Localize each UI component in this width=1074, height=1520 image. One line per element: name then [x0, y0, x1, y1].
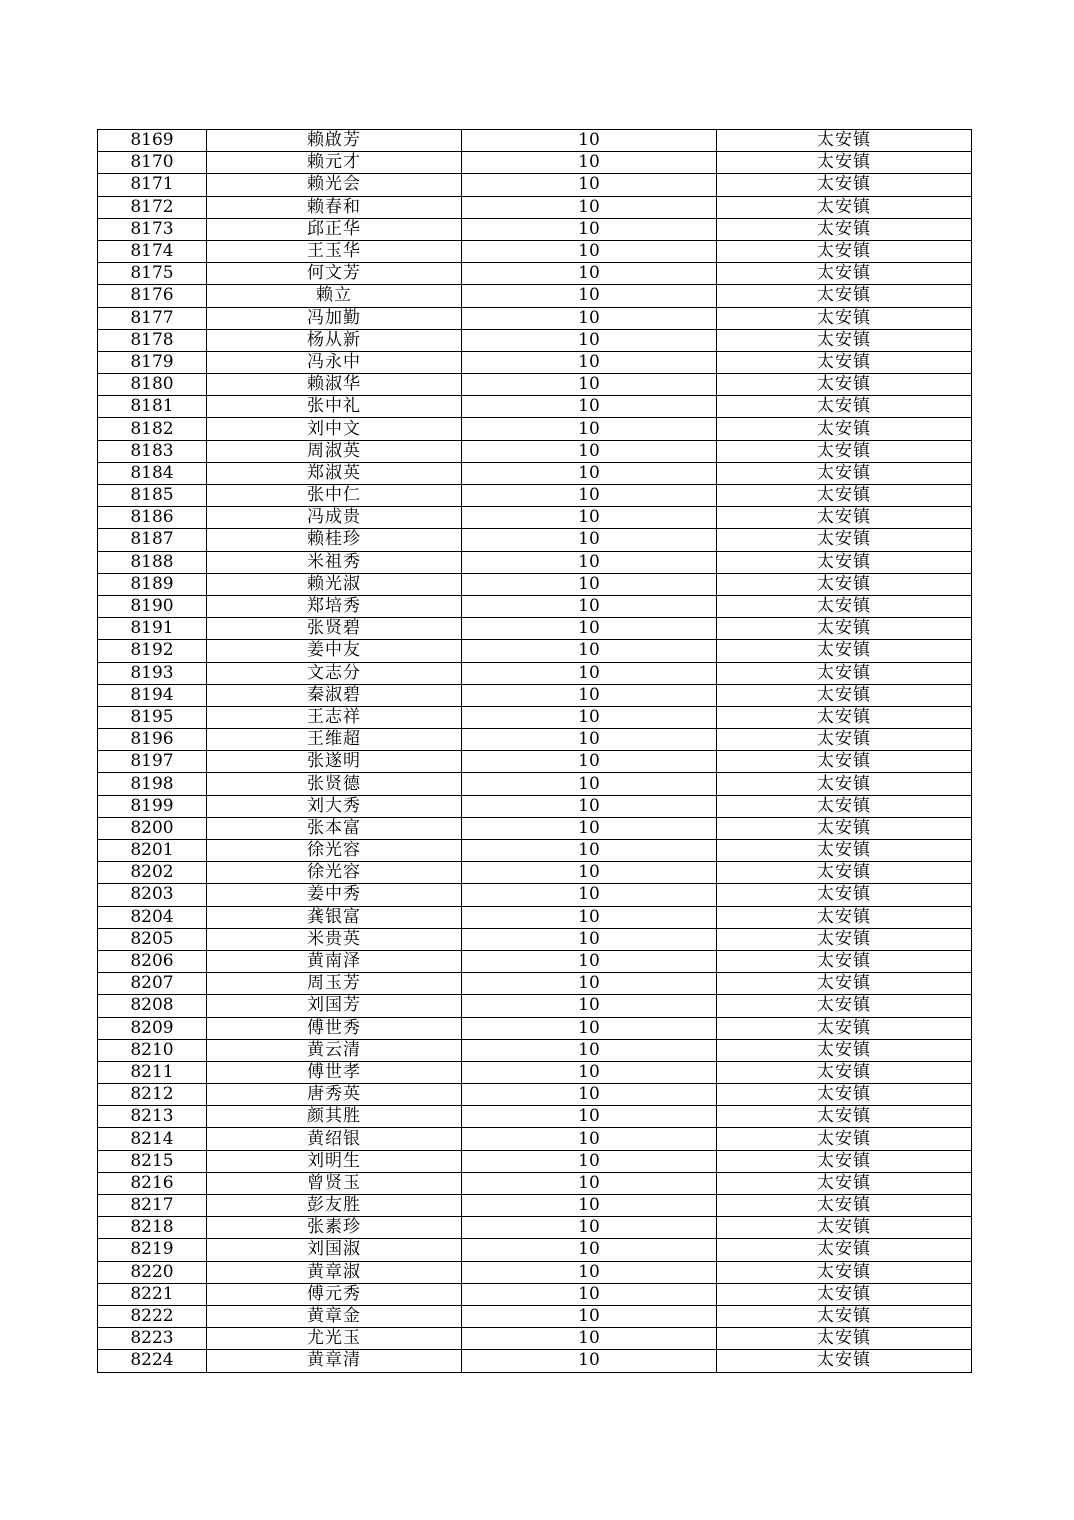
- name-cell: 刘大秀: [207, 795, 462, 817]
- amount-cell: 10: [462, 729, 717, 751]
- name-cell: 邱正华: [207, 218, 462, 240]
- name-cell: 张贤德: [207, 773, 462, 795]
- row-number-cell: 8187: [98, 529, 207, 551]
- amount-cell: 10: [462, 418, 717, 440]
- town-cell: 太安镇: [717, 263, 972, 285]
- name-cell: 黄章淑: [207, 1261, 462, 1283]
- table-row: [98, 950, 972, 972]
- table-row: [98, 485, 972, 507]
- name-cell: 张贤碧: [207, 618, 462, 640]
- name-cell: 姜中秀: [207, 884, 462, 906]
- town-cell: 太安镇: [717, 662, 972, 684]
- town-cell: 太安镇: [717, 440, 972, 462]
- name-cell: 尤光玉: [207, 1328, 462, 1350]
- amount-cell: 10: [462, 817, 717, 839]
- amount-cell: 10: [462, 573, 717, 595]
- row-number-cell: 8195: [98, 706, 207, 728]
- town-cell: 太安镇: [717, 485, 972, 507]
- name-cell: 刘国淑: [207, 1239, 462, 1261]
- name-cell: 周玉芳: [207, 973, 462, 995]
- row-number-cell: 8175: [98, 263, 207, 285]
- table-row: [98, 729, 972, 751]
- name-cell: 曾贤玉: [207, 1172, 462, 1194]
- town-cell: 太安镇: [717, 218, 972, 240]
- amount-cell: 10: [462, 840, 717, 862]
- table-row: [98, 1305, 972, 1327]
- name-cell: 傅世孝: [207, 1061, 462, 1083]
- row-number-cell: 8172: [98, 196, 207, 218]
- table-row: [98, 840, 972, 862]
- table-row: [98, 684, 972, 706]
- table-row: [98, 995, 972, 1017]
- row-number-cell: 8171: [98, 174, 207, 196]
- table-row: [98, 1017, 972, 1039]
- amount-cell: 10: [462, 1261, 717, 1283]
- table-row: [98, 174, 972, 196]
- amount-cell: 10: [462, 795, 717, 817]
- table-row: [98, 329, 972, 351]
- name-cell: 周淑英: [207, 440, 462, 462]
- town-cell: 太安镇: [717, 1217, 972, 1239]
- table-row: [98, 595, 972, 617]
- town-cell: 太安镇: [717, 1195, 972, 1217]
- town-cell: 太安镇: [717, 773, 972, 795]
- amount-cell: 10: [462, 152, 717, 174]
- name-cell: 郑培秀: [207, 595, 462, 617]
- table-row: [98, 640, 972, 662]
- town-cell: 太安镇: [717, 285, 972, 307]
- row-number-cell: 8189: [98, 573, 207, 595]
- name-cell: 王玉华: [207, 240, 462, 262]
- row-number-cell: 8197: [98, 751, 207, 773]
- row-number-cell: 8209: [98, 1017, 207, 1039]
- town-cell: 太安镇: [717, 152, 972, 174]
- row-number-cell: 8216: [98, 1172, 207, 1194]
- town-cell: 太安镇: [717, 618, 972, 640]
- amount-cell: 10: [462, 174, 717, 196]
- table-row: [98, 1106, 972, 1128]
- table-row: [98, 1350, 972, 1372]
- town-cell: 太安镇: [717, 862, 972, 884]
- amount-cell: 10: [462, 1195, 717, 1217]
- amount-cell: 10: [462, 595, 717, 617]
- town-cell: 太安镇: [717, 729, 972, 751]
- amount-cell: 10: [462, 218, 717, 240]
- name-cell: 唐秀英: [207, 1084, 462, 1106]
- amount-cell: 10: [462, 640, 717, 662]
- table-row: [98, 152, 972, 174]
- row-number-cell: 8174: [98, 240, 207, 262]
- row-number-cell: 8221: [98, 1283, 207, 1305]
- name-cell: 杨从新: [207, 329, 462, 351]
- town-cell: 太安镇: [717, 884, 972, 906]
- row-number-cell: 8222: [98, 1305, 207, 1327]
- town-cell: 太安镇: [717, 1172, 972, 1194]
- amount-cell: 10: [462, 751, 717, 773]
- table-row: [98, 440, 972, 462]
- name-cell: 黄南泽: [207, 950, 462, 972]
- roster-table-body: [98, 130, 972, 1373]
- table-row: [98, 751, 972, 773]
- town-cell: 太安镇: [717, 507, 972, 529]
- town-cell: 太安镇: [717, 1350, 972, 1372]
- table-row: [98, 196, 972, 218]
- row-number-cell: 8191: [98, 618, 207, 640]
- amount-cell: 10: [462, 706, 717, 728]
- amount-cell: 10: [462, 440, 717, 462]
- amount-cell: 10: [462, 1128, 717, 1150]
- name-cell: 张本富: [207, 817, 462, 839]
- amount-cell: 10: [462, 618, 717, 640]
- town-cell: 太安镇: [717, 396, 972, 418]
- row-number-cell: 8203: [98, 884, 207, 906]
- row-number-cell: 8207: [98, 973, 207, 995]
- row-number-cell: 8215: [98, 1150, 207, 1172]
- name-cell: 傅世秀: [207, 1017, 462, 1039]
- amount-cell: 10: [462, 1328, 717, 1350]
- name-cell: 赖啟芳: [207, 130, 462, 152]
- amount-cell: 10: [462, 928, 717, 950]
- row-number-cell: 8202: [98, 862, 207, 884]
- name-cell: 冯永中: [207, 351, 462, 373]
- town-cell: 太安镇: [717, 684, 972, 706]
- town-cell: 太安镇: [717, 174, 972, 196]
- town-cell: 太安镇: [717, 374, 972, 396]
- row-number-cell: 8180: [98, 374, 207, 396]
- row-number-cell: 8213: [98, 1106, 207, 1128]
- amount-cell: 10: [462, 1061, 717, 1083]
- town-cell: 太安镇: [717, 950, 972, 972]
- table-row: [98, 462, 972, 484]
- name-cell: 王维超: [207, 729, 462, 751]
- table-row: [98, 795, 972, 817]
- town-cell: 太安镇: [717, 1084, 972, 1106]
- row-number-cell: 8182: [98, 418, 207, 440]
- row-number-cell: 8211: [98, 1061, 207, 1083]
- table-row: [98, 817, 972, 839]
- row-number-cell: 8186: [98, 507, 207, 529]
- row-number-cell: 8204: [98, 906, 207, 928]
- table-row: [98, 1239, 972, 1261]
- town-cell: 太安镇: [717, 906, 972, 928]
- town-cell: 太安镇: [717, 307, 972, 329]
- table-row: [98, 529, 972, 551]
- amount-cell: 10: [462, 862, 717, 884]
- name-cell: 傅元秀: [207, 1283, 462, 1305]
- amount-cell: 10: [462, 773, 717, 795]
- table-row: [98, 1261, 972, 1283]
- town-cell: 太安镇: [717, 995, 972, 1017]
- table-row: [98, 1084, 972, 1106]
- name-cell: 张素珍: [207, 1217, 462, 1239]
- amount-cell: 10: [462, 307, 717, 329]
- amount-cell: 10: [462, 1283, 717, 1305]
- table-row: [98, 1128, 972, 1150]
- row-number-cell: 8210: [98, 1039, 207, 1061]
- row-number-cell: 8196: [98, 729, 207, 751]
- row-number-cell: 8173: [98, 218, 207, 240]
- row-number-cell: 8223: [98, 1328, 207, 1350]
- row-number-cell: 8185: [98, 485, 207, 507]
- amount-cell: 10: [462, 1150, 717, 1172]
- amount-cell: 10: [462, 551, 717, 573]
- row-number-cell: 8217: [98, 1195, 207, 1217]
- amount-cell: 10: [462, 1172, 717, 1194]
- amount-cell: 10: [462, 485, 717, 507]
- town-cell: 太安镇: [717, 551, 972, 573]
- row-number-cell: 8224: [98, 1350, 207, 1372]
- name-cell: 王志祥: [207, 706, 462, 728]
- town-cell: 太安镇: [717, 928, 972, 950]
- row-number-cell: 8206: [98, 950, 207, 972]
- table-row: [98, 1328, 972, 1350]
- table-row: [98, 351, 972, 373]
- name-cell: 赖淑华: [207, 374, 462, 396]
- town-cell: 太安镇: [717, 418, 972, 440]
- table-row: [98, 973, 972, 995]
- row-number-cell: 8214: [98, 1128, 207, 1150]
- amount-cell: 10: [462, 1017, 717, 1039]
- town-cell: 太安镇: [717, 1150, 972, 1172]
- town-cell: 太安镇: [717, 130, 972, 152]
- table-row: [98, 263, 972, 285]
- table-row: [98, 551, 972, 573]
- row-number-cell: 8188: [98, 551, 207, 573]
- town-cell: 太安镇: [717, 817, 972, 839]
- table-row: [98, 862, 972, 884]
- name-cell: 米贵英: [207, 928, 462, 950]
- table-row: [98, 1061, 972, 1083]
- amount-cell: 10: [462, 1239, 717, 1261]
- name-cell: 刘国芳: [207, 995, 462, 1017]
- amount-cell: 10: [462, 507, 717, 529]
- amount-cell: 10: [462, 285, 717, 307]
- town-cell: 太安镇: [717, 973, 972, 995]
- name-cell: 张遂明: [207, 751, 462, 773]
- town-cell: 太安镇: [717, 529, 972, 551]
- table-row: [98, 928, 972, 950]
- table-row: [98, 218, 972, 240]
- town-cell: 太安镇: [717, 573, 972, 595]
- table-row: [98, 706, 972, 728]
- table-row: [98, 884, 972, 906]
- name-cell: 刘明生: [207, 1150, 462, 1172]
- name-cell: 徐光容: [207, 862, 462, 884]
- table-row: [98, 1195, 972, 1217]
- amount-cell: 10: [462, 950, 717, 972]
- amount-cell: 10: [462, 462, 717, 484]
- row-number-cell: 8184: [98, 462, 207, 484]
- table-row: [98, 1172, 972, 1194]
- amount-cell: 10: [462, 1084, 717, 1106]
- name-cell: 彭友胜: [207, 1195, 462, 1217]
- roster-table: [97, 129, 972, 1373]
- table-row: [98, 374, 972, 396]
- amount-cell: 10: [462, 374, 717, 396]
- town-cell: 太安镇: [717, 1328, 972, 1350]
- row-number-cell: 8200: [98, 817, 207, 839]
- town-cell: 太安镇: [717, 1283, 972, 1305]
- town-cell: 太安镇: [717, 351, 972, 373]
- name-cell: 张中礼: [207, 396, 462, 418]
- name-cell: 颜其胜: [207, 1106, 462, 1128]
- row-number-cell: 8181: [98, 396, 207, 418]
- name-cell: 何文芳: [207, 263, 462, 285]
- town-cell: 太安镇: [717, 196, 972, 218]
- name-cell: 冯加勤: [207, 307, 462, 329]
- row-number-cell: 8201: [98, 840, 207, 862]
- town-cell: 太安镇: [717, 240, 972, 262]
- town-cell: 太安镇: [717, 595, 972, 617]
- town-cell: 太安镇: [717, 1305, 972, 1327]
- amount-cell: 10: [462, 263, 717, 285]
- name-cell: 秦淑碧: [207, 684, 462, 706]
- name-cell: 刘中文: [207, 418, 462, 440]
- row-number-cell: 8177: [98, 307, 207, 329]
- amount-cell: 10: [462, 1217, 717, 1239]
- table-row: [98, 573, 972, 595]
- amount-cell: 10: [462, 973, 717, 995]
- town-cell: 太安镇: [717, 1261, 972, 1283]
- amount-cell: 10: [462, 884, 717, 906]
- amount-cell: 10: [462, 196, 717, 218]
- name-cell: 赖元才: [207, 152, 462, 174]
- town-cell: 太安镇: [717, 840, 972, 862]
- row-number-cell: 8219: [98, 1239, 207, 1261]
- amount-cell: 10: [462, 1350, 717, 1372]
- table-row: [98, 906, 972, 928]
- row-number-cell: 8190: [98, 595, 207, 617]
- name-cell: 赖光会: [207, 174, 462, 196]
- name-cell: 姜中友: [207, 640, 462, 662]
- name-cell: 赖桂珍: [207, 529, 462, 551]
- row-number-cell: 8212: [98, 1084, 207, 1106]
- row-number-cell: 8220: [98, 1261, 207, 1283]
- table-row: [98, 396, 972, 418]
- row-number-cell: 8205: [98, 928, 207, 950]
- row-number-cell: 8218: [98, 1217, 207, 1239]
- amount-cell: 10: [462, 662, 717, 684]
- table-row: [98, 418, 972, 440]
- table-row: [98, 130, 972, 152]
- name-cell: 米祖秀: [207, 551, 462, 573]
- table-row: [98, 1283, 972, 1305]
- town-cell: 太安镇: [717, 329, 972, 351]
- town-cell: 太安镇: [717, 706, 972, 728]
- name-cell: 龚银富: [207, 906, 462, 928]
- name-cell: 赖立: [207, 285, 462, 307]
- town-cell: 太安镇: [717, 462, 972, 484]
- table-row: [98, 618, 972, 640]
- row-number-cell: 8176: [98, 285, 207, 307]
- row-number-cell: 8199: [98, 795, 207, 817]
- name-cell: 徐光容: [207, 840, 462, 862]
- town-cell: 太安镇: [717, 1039, 972, 1061]
- table-row: [98, 1039, 972, 1061]
- amount-cell: 10: [462, 130, 717, 152]
- table-row: [98, 285, 972, 307]
- table-row: [98, 662, 972, 684]
- amount-cell: 10: [462, 351, 717, 373]
- table-row: [98, 1150, 972, 1172]
- town-cell: 太安镇: [717, 751, 972, 773]
- name-cell: 冯成贵: [207, 507, 462, 529]
- name-cell: 黄章金: [207, 1305, 462, 1327]
- town-cell: 太安镇: [717, 1239, 972, 1261]
- name-cell: 黄绍银: [207, 1128, 462, 1150]
- amount-cell: 10: [462, 396, 717, 418]
- table-row: [98, 773, 972, 795]
- name-cell: 黄云清: [207, 1039, 462, 1061]
- amount-cell: 10: [462, 240, 717, 262]
- row-number-cell: 8192: [98, 640, 207, 662]
- amount-cell: 10: [462, 1106, 717, 1128]
- name-cell: 赖春和: [207, 196, 462, 218]
- row-number-cell: 8198: [98, 773, 207, 795]
- row-number-cell: 8170: [98, 152, 207, 174]
- row-number-cell: 8179: [98, 351, 207, 373]
- town-cell: 太安镇: [717, 1017, 972, 1039]
- amount-cell: 10: [462, 329, 717, 351]
- table-row: [98, 507, 972, 529]
- amount-cell: 10: [462, 684, 717, 706]
- row-number-cell: 8194: [98, 684, 207, 706]
- name-cell: 文志分: [207, 662, 462, 684]
- name-cell: 赖光淑: [207, 573, 462, 595]
- row-number-cell: 8183: [98, 440, 207, 462]
- table-row: [98, 307, 972, 329]
- row-number-cell: 8178: [98, 329, 207, 351]
- amount-cell: 10: [462, 1039, 717, 1061]
- town-cell: 太安镇: [717, 640, 972, 662]
- town-cell: 太安镇: [717, 1061, 972, 1083]
- row-number-cell: 8193: [98, 662, 207, 684]
- town-cell: 太安镇: [717, 1106, 972, 1128]
- amount-cell: 10: [462, 529, 717, 551]
- amount-cell: 10: [462, 906, 717, 928]
- table-row: [98, 1217, 972, 1239]
- name-cell: 黄章清: [207, 1350, 462, 1372]
- name-cell: 郑淑英: [207, 462, 462, 484]
- town-cell: 太安镇: [717, 1128, 972, 1150]
- amount-cell: 10: [462, 1305, 717, 1327]
- table-row: [98, 240, 972, 262]
- name-cell: 张中仁: [207, 485, 462, 507]
- amount-cell: 10: [462, 995, 717, 1017]
- row-number-cell: 8208: [98, 995, 207, 1017]
- row-number-cell: 8169: [98, 130, 207, 152]
- town-cell: 太安镇: [717, 795, 972, 817]
